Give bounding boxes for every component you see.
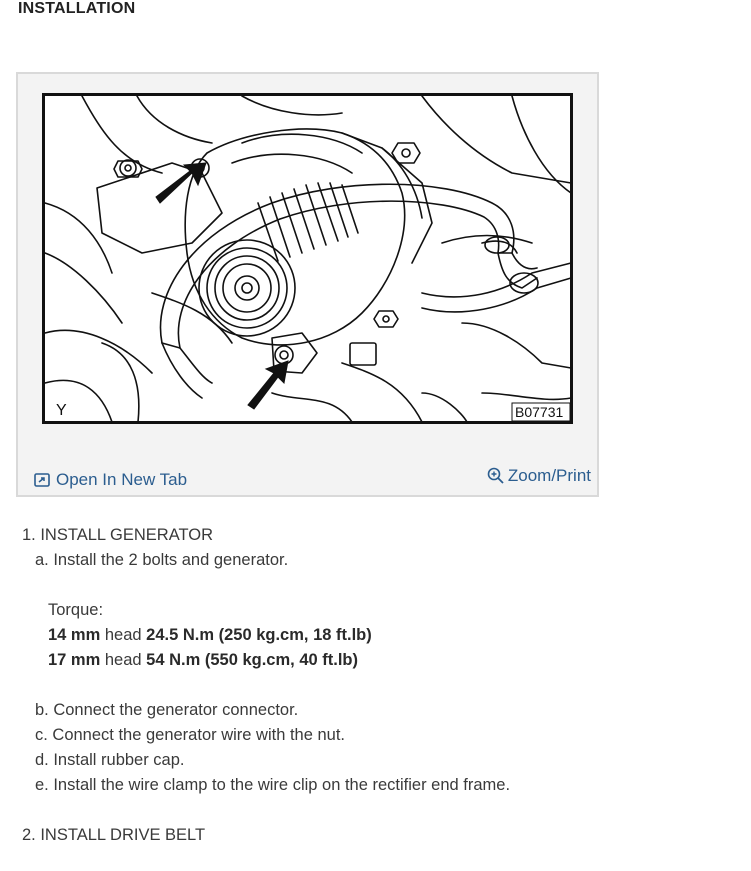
open-in-new-tab-label: Open In New Tab <box>56 470 188 489</box>
open-in-new-tab-link[interactable] <box>34 470 187 490</box>
torque-head-text: head <box>100 626 147 644</box>
torque-spec-17mm <box>48 651 358 670</box>
generator-diagram[interactable] <box>42 93 573 424</box>
torque-value: 24.5 N.m (250 kg.cm, 18 ft.lb) <box>146 626 372 644</box>
diagram-code: B07731 <box>515 404 564 420</box>
step-1-title: 1. INSTALL GENERATOR <box>22 526 214 544</box>
step-1b: b. Connect the generator connector. <box>35 701 299 719</box>
torque-spec-14mm <box>48 626 372 645</box>
torque-value: 54 N.m (550 kg.cm, 40 ft.lb) <box>146 651 358 669</box>
page-title: INSTALLATION <box>18 0 136 17</box>
zoom-print-link[interactable] <box>487 466 591 486</box>
generator-illustration <box>42 93 573 424</box>
step-1e: e. Install the wire clamp to the wire clip on the rectifier end frame. <box>35 776 511 794</box>
torque-head-text: head <box>100 651 147 669</box>
torque-bolt-size: 17 mm <box>48 651 101 669</box>
step-1a: a. Install the 2 bolts and generator. <box>35 551 289 569</box>
step-1c: c. Connect the generator wire with the nut. <box>35 726 346 744</box>
open-new-tab-icon <box>34 473 50 487</box>
step-1d: d. Install rubber cap. <box>35 751 185 769</box>
torque-bolt-size: 14 mm <box>48 626 101 644</box>
figure-card <box>16 72 599 497</box>
torque-label: Torque: <box>48 601 104 619</box>
zoom-print-label: Zoom/Print <box>507 466 591 485</box>
diagram-label-y: Y <box>56 402 67 419</box>
step-2-title: 2. INSTALL DRIVE BELT <box>22 826 206 844</box>
zoom-plus-icon <box>487 467 505 485</box>
figure-actions <box>18 466 597 492</box>
